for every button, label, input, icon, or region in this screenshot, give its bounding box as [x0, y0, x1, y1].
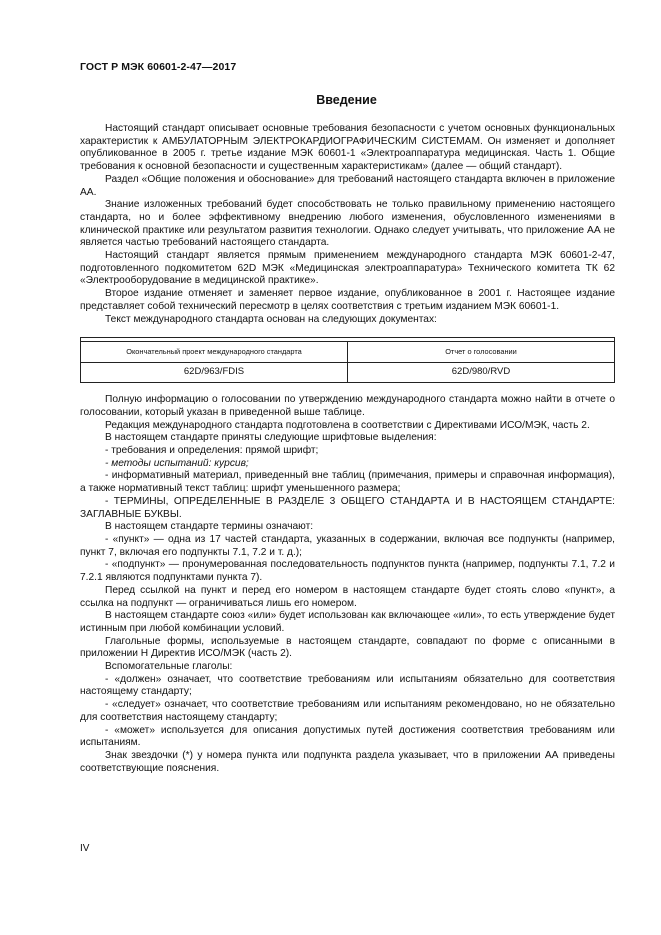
list-item: - информативный материал, приведенный вне таблиц (примечания, примеры и справочная информация), а также нормативный текст таблиц: шрифт уменьшенного размера;: [80, 470, 615, 495]
table-cell: 62D/963/FDIS: [81, 363, 348, 383]
table-header-cell: Отчет о голосовании: [348, 342, 615, 363]
section-title: Введение: [316, 93, 377, 107]
paragraph: Знак звездочки (*) у номера пункта или подпункта раздела указывает, что в приложении АА приведены соответствующие пояснения.: [80, 749, 615, 774]
paragraph: Настоящий стандарт является прямым применением международного стандарта МЭК 60601-2-47, подготовленного подкомитетом 62D МЭК «Медицинская электроаппаратура» Технического комитета ТК 62 «Электрооборудование в медицинской практике».: [80, 250, 615, 287]
list-item: - методы испытаний: курсив;: [105, 457, 249, 469]
list-item: - требования и определения: прямой шрифт;: [105, 445, 319, 457]
paragraph: Второе издание отменяет и заменяет первое издание, опубликованное в 2001 г. Настоящее издание представляет собой технический пересмотр в целях соответствия с третьим изданием МЭК 60601-1.: [80, 288, 615, 312]
paragraph: В настоящем стандарте термины означают:: [105, 521, 314, 533]
list-item: - «следует» означает, что соответствие требованиям или испытаниям рекомендовано, но не обязательно для соответствия настоящему стандарту;: [80, 699, 615, 723]
paragraph: Редакция международного стандарта подготовлена в соответствии с Директивами ИСО/МЭК, часть 2.: [105, 419, 590, 431]
list-item: - «подпункт» — пронумерованная последовательность подпунктов пункта (например, подпункты 7.1, 7.2 и 7.2.1 являются подпунктами пункта 7).: [80, 559, 615, 584]
paragraph: Текст международного стандарта основан на следующих документах:: [105, 313, 437, 325]
document-header: ГОСТ Р МЭК 60601-2-47—2017: [80, 61, 237, 73]
paragraph: Раздел «Общие положения и обоснование» для требований настоящего стандарта включен в приложение АА.: [80, 173, 615, 198]
paragraph: Вспомогательные глаголы:: [105, 661, 233, 673]
paragraph: В настоящем стандарте приняты следующие шрифтовые выделения:: [105, 432, 437, 444]
table-header-row: [81, 342, 615, 363]
list-item: - «должен» означает, что соответствие требованиям или испытаниям обязательно для соответствия настоящему стандарту;: [80, 673, 615, 698]
paragraph: Перед ссылкой на пункт и перед его номером в настоящем стандарте будет стоять слово «пункт», а ссылка на подпункт — ограничиваться лишь его номером.: [80, 584, 615, 609]
table-cell: 62D/980/RVD: [348, 363, 615, 383]
list-item: - «может» используется для описания допустимых путей достижения соответствия требованиям или испытаниям.: [80, 724, 615, 749]
documents-table: [80, 337, 615, 383]
paragraph: Полную информацию о голосовании по утверждению международного стандарта можно найти в отчете о голосовании, который указан в приведенной выше таблице.: [80, 394, 615, 418]
body-text: [80, 123, 615, 775]
paragraph: Настоящий стандарт описывает основные требования безопасности с учетом основных функциональных характеристик к АМБУЛАТОРНЫМ ЭЛЕКТРОКАРДИОГРАФИЧЕСКИМ СИСТЕМАМ. Он изменяет и дополняет опубликованное в 2005 г. третье издание МЭК 60601-1 «Электроаппаратура медицинская. Часть 1. Общие требования к основной безопасности и существенным характеристикам» (далее — общий стандарт).: [80, 123, 615, 173]
list-item: - ТЕРМИНЫ, ОПРЕДЕЛЕННЫЕ В РАЗДЕЛЕ 3 ОБЩЕГО СТАНДАРТА И В НАСТОЯЩЕМ СТАНДАРТЕ: ЗАГЛАВНЫЕ БУКВЫ.: [80, 495, 615, 520]
paragraph: В настоящем стандарте союз «или» будет использован как включающее «или», то есть утверждение будет истинным при любой комбинации условий.: [80, 610, 615, 634]
paragraph: Знание изложенных требований будет способствовать не только правильному применению настоящего стандарта, но и более эффективному внедрению любого изменения, обусловленного изменениями в клинической практике или результатом развития технологии. Однако следует учитывать, что приложение АА не является частью требований настоящего стандарта.: [80, 199, 615, 249]
paragraphs-after: [80, 394, 615, 775]
page-number: IV: [80, 843, 90, 854]
table-row: [81, 363, 615, 383]
paragraph: Глагольные формы, используемые в настоящем стандарте, совпадают по форме с описанными в приложении Н Директив ИСО/МЭК (часть 2).: [80, 635, 615, 660]
list-item: - «пункт» — одна из 17 частей стандарта, указанных в содержании, включая все подпункты (например, пункт 7, включая его подпункты 7.1, 7.2 и т. д.);: [80, 533, 615, 558]
table-header-cell: Окончательный проект международного стандарта: [81, 342, 348, 363]
